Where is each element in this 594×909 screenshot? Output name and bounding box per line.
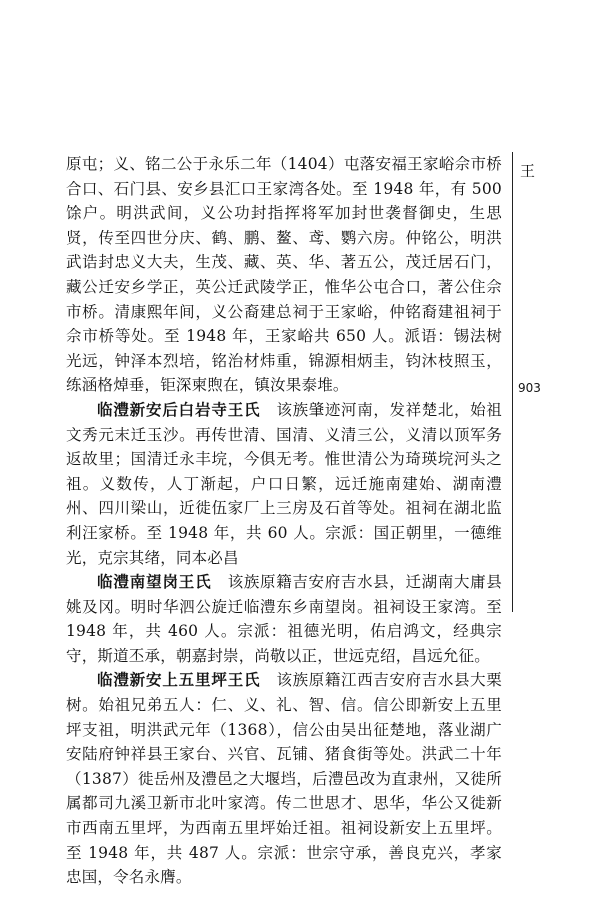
clan-heading: 临澧南望岗王氏 xyxy=(97,573,212,592)
clan-heading: 临澧新安上五里坪王氏 xyxy=(97,671,261,690)
paragraph-text: 原屯；义、铭二公于永乐二年（1404）屯落安福王家峪佘市桥合口、石门县、安乡县汇口王家湾各处。至 1948 年，有 500 馀户。明洪武间，义公功封指挥将军加封世袭督御史，生思贤，传至四世分庆、鹤、鹏、鳌、鸢、鹦六房。仲铭公，明洪武诰封忠义大夫，生茂、藏、英、华、著五公，茂迁居石门，藏公迁安乡学正，英公迁武陵学正，惟华公屯合口，著公住佘市桥。清康熙年间，义公裔建总祠于王家峪，仲铭裔建祖祠于佘市桥等处。至 1948 年，王家峪共 650 人。派语：锡法树光远，钟泽本烈培，铭治材炜重，锦源相炳圭，钧沐枝照玉，练涵格焯垂，钜深柬煦在，镇汝果泰堆。 xyxy=(66,155,502,395)
page-number: 903 xyxy=(518,381,541,395)
margin-rule xyxy=(512,152,513,612)
paragraph-text: 该族原籍江西吉安府吉水县大栗树。始祖兄弟五人：仁、义、礼、智、信。信公即新安上五里坪支祖，明洪武元年（1368），信公由吴出征楚地，落业湖广安陆府钟祥县王家台、兴官、瓦铺、猪食街等处。洪武二十年（1387）徙岳州及澧邑之大堰垱，后澧邑改为直隶州，又徙所属都司九溪卫新市北叶家湾。传二世思才、思华，华公又徙新市西南五里坪，为西南五里坪始迁祖。祖祠设新安上五里坪。至 1948 年，共 487 人。宗派：世宗守承，善良克兴，孝家忠国，令名永膺。 xyxy=(66,671,502,887)
paragraph-text: 该族原籍吉安府吉水县，迁湖南大庸县姚及冈。明时华泗公旋迁临澧东乡南望岗。祖祠设王家湾。至 1948 年，共 460 人。宗派：祖德光明，佑启鸿文，经典宗守，斯道丕承，朝嘉封崇，尚敬以正，世远克绍，昌远允征。 xyxy=(66,573,503,665)
paragraph xyxy=(66,570,502,668)
paragraph xyxy=(66,398,502,570)
body-text xyxy=(66,152,502,890)
paragraph xyxy=(66,152,502,398)
paragraph-text: 该族肇迹河南，发祥楚北，始祖文秀元末迁玉沙。再传世清、国清、义清三公，义清以顶军务返故里；国清迁永丰垸，今俱无考。惟世清公为琦瑛垸河头之祖。义数传，人丁渐起，户口日繁，远迁施南建始、湖南澧州、四川梁山，近徙伍家厂上三房及石首等处。祖祠在湖北监利汪家桥。至 1948 年，共 60 人。宗派：国正朝里，一德维光，克宗其绪，同本必昌 xyxy=(66,400,502,567)
paragraph xyxy=(66,668,502,889)
clan-heading: 临澧新安后白岩寺王氏 xyxy=(97,400,261,419)
section-marker: 王 xyxy=(520,162,536,180)
